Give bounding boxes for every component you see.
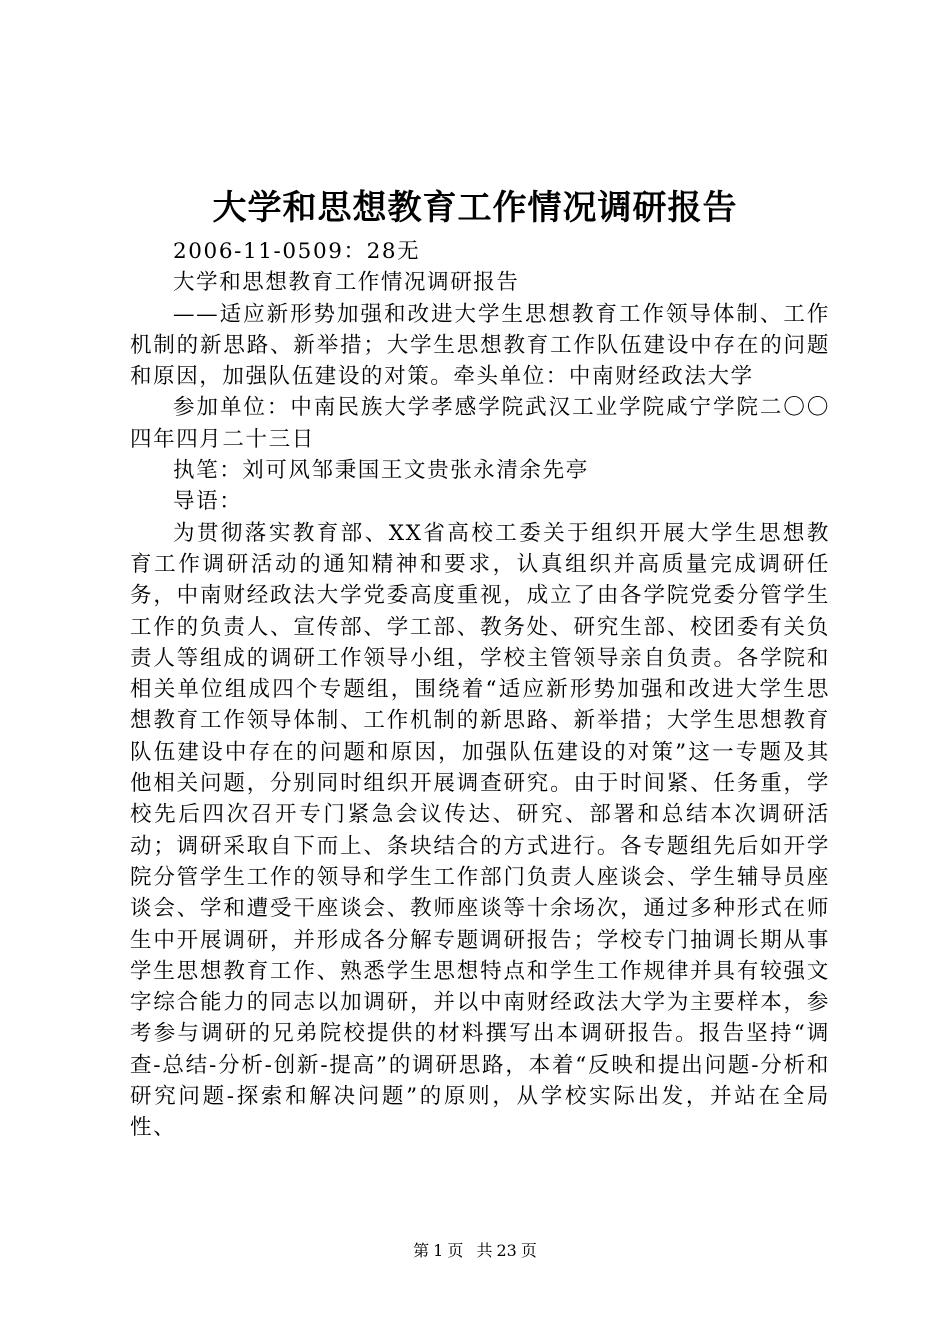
document-title: 大学和思想教育工作情况调研报告 (212, 188, 738, 228)
page-footer (0, 1240, 950, 1262)
page-number: 1 (433, 1241, 444, 1260)
page-indicator (411, 1241, 465, 1260)
subtitle-line: 大学和思想教育工作情况调研报告 (173, 270, 520, 296)
preface-heading: 导语： (173, 489, 243, 515)
page-prefix: 第 (413, 1241, 430, 1260)
page-suffix: 页 (447, 1241, 464, 1260)
total-prefix: 共 (476, 1241, 493, 1260)
authors-line: 执笔：刘可风邹秉国王文贵张永清余先亭 (173, 458, 589, 484)
preface-paragraph: 为贯彻落实教育部、XX省高校工委关于组织开展大学生思想教育工作调研活动的通知精神和要求，认真组织并高质量完成调研任务，中南财经政法大学党委高度重视，成立了由各学院党委分管学生工作的负责人、宣传部、学工部、教务处、研究生部、校团委有关负责人等组成的调研工作领导小组，学校主管领导亲自负责。各学院和相关单位组成四个专题组，围绕着“适应新形势加强和改进大学生思想教育工作领导体制、工作机制的新思路、新举措；大学生思想教育队伍建设中存在的问题和原因，加强队伍建设的对策”这一专题及其他相关问题，分别同时组织开展调查研究。由于时间紧、任务重，学校先后四次召开专门紧急会议传达、研究、部署和总结本次调研活动；调研采取自下而上、条块结合的方式进行。各专题组先后如开学院分管学生工作的领导和学生工作部门负责人座谈会、学生辅导员座谈会、学和遭受干座谈会、教师座谈等十余场次，通过多种形式在师生中开展调研，并形成各分解专题调研报告；学校专门抽调长期从事学生思想教育工作、熟悉学生思想特点和学生工作规律并具有较强文字综合能力的同志以加调研，并以中南财经政法大学为主要样本，参考参与调研的兄弟院校提供的材料撰写出本调研报告。报告坚持“调查-总结-分析-创新-提高”的调研思路，本着“反映和提出问题-分析和研究问题-探索和解决问题”的原则，从学校实际出发，并站在全局性、 (130, 520, 830, 1141)
document-body (130, 236, 830, 1144)
topic-paragraph: ——适应新形势加强和改进大学生思想教育工作领导体制、工作机制的新思路、新举措；大学生思想教育工作队伍建设中存在的问题和原因，加强队伍建设的对策。牵头单位：中南财经政法大学 (130, 301, 830, 390)
total-pages: 23 (496, 1241, 517, 1260)
total-suffix: 页 (520, 1241, 537, 1260)
timestamp-line: 2006-11-0509：28无 (173, 239, 421, 264)
total-pages-indicator (474, 1241, 538, 1260)
participants-paragraph: 参加单位：中南民族大学孝感学院武汉工业学院咸宁学院二〇〇四年四月二十三日 (130, 395, 830, 452)
